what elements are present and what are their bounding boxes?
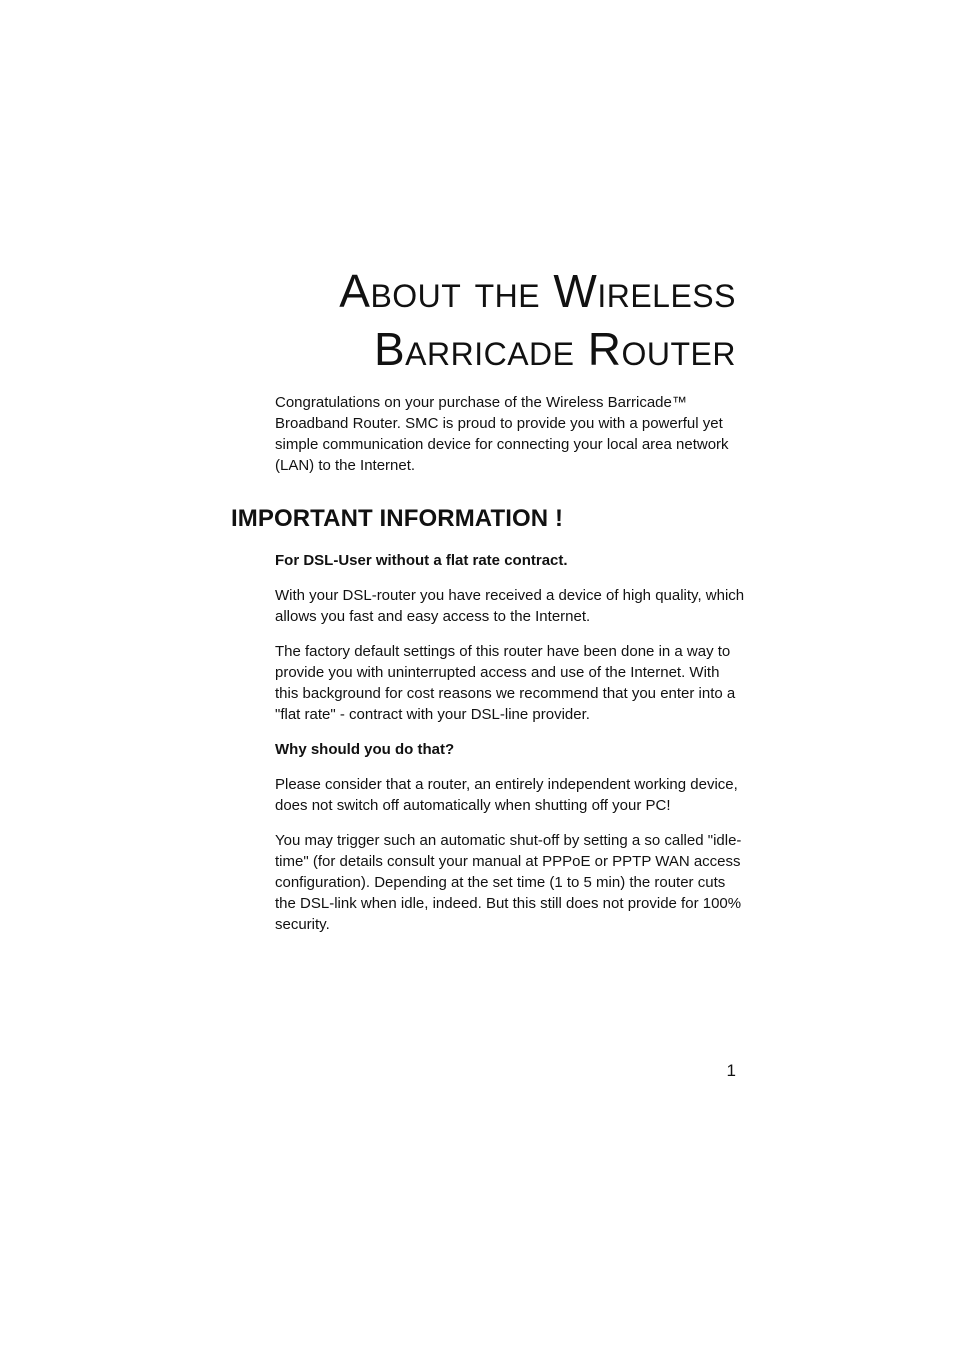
- intro-paragraph: Congratulations on your purchase of the Wireless Barricade™ Broadband Router. SMC is proud to provide you with a powerful yet simple communication device for connecting your local area network (LAN) to the Internet.: [275, 394, 729, 474]
- intro-block: [275, 392, 745, 476]
- subheading-flat-rate: For DSL-User without a flat rate contract.: [275, 552, 568, 569]
- page-title: [339, 262, 736, 378]
- paragraph-device-quality: With your DSL-router you have received a device of high quality, which allows you fast and easy access to the Internet.: [275, 587, 745, 625]
- page-number: 1: [726, 1061, 736, 1080]
- section-heading: IMPORTANT INFORMATION !: [231, 505, 564, 532]
- paragraph-default-settings: The factory default settings of this router have been done in a way to provide you with uninterrupted access and use of the Internet. With this background for cost reasons we recommend that you enter into a "flat rate" - contract with your DSL-line provider.: [275, 643, 736, 723]
- subheading-why: Why should you do that?: [275, 741, 455, 758]
- paragraph-router-independent: Please consider that a router, an entirely independent working device, does not switch off automatically when shutting off your PC!: [275, 776, 738, 814]
- page-title-line-1: About the Wireless: [339, 265, 736, 317]
- important-info-body: [275, 550, 745, 949]
- page-title-line-2: Barricade Router: [373, 323, 736, 375]
- paragraph-idle-time: You may trigger such an automatic shut-off by setting a so called "idle-time" (for details consult your manual at PPPoE or PPTP WAN access configuration). Depending at the set time (1 to 5 min) the router cuts the DSL-link when idle, indeed. But this still does not provide for 100% security.: [275, 832, 742, 933]
